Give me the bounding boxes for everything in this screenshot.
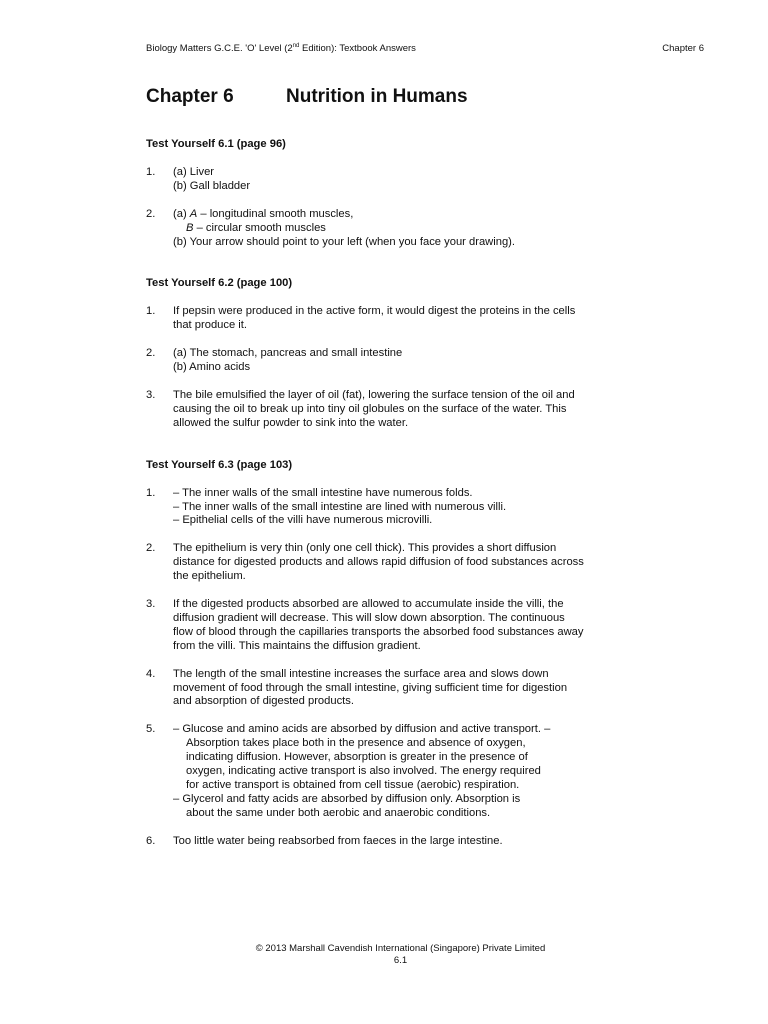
page-title — [146, 86, 468, 108]
list-item — [146, 542, 666, 584]
item-number: 1. — [146, 165, 156, 178]
item-number: 2. — [146, 542, 156, 555]
item-text: (a) The stomach, pancreas and small intestine (b) Amino acids — [173, 347, 403, 374]
list-item — [146, 723, 666, 820]
header-book-title: Biology Matters G.C.E. 'O' Level (2nd Edition): Textbook Answers — [146, 43, 416, 55]
item-text: The bile emulsified the layer of oil (fat), lowering the surface tension of the oil and causing the oil to break up into tiny oil globules on the surface of the water. This allowed the sulfur powder to sink into the water. — [173, 388, 575, 429]
list-item — [146, 598, 666, 654]
list-item — [146, 389, 666, 431]
section-heading: Test Yourself 6.3 (page 103) — [146, 458, 293, 471]
item-text: If pepsin were produced in the active form, it would digest the proteins in the cells that produce it. — [173, 305, 576, 332]
item-text: (a) A – longitudinal smooth muscles, B – circular smooth muscles (b) Your arrow should point to your left (when you face your drawing). — [173, 207, 516, 248]
item-text: – The inner walls of the small intestine have numerous folds. – The inner walls of the small intestine are lined with numerous villi. – Epithelial cells of the villi have numerous microvilli. — [173, 486, 507, 527]
list-item — [146, 668, 666, 710]
item-number: 1. — [146, 305, 156, 318]
item-number: 3. — [146, 388, 156, 401]
item-number: 5. — [146, 723, 156, 736]
list-item — [146, 208, 666, 250]
item-text: (a) Liver (b) Gall bladder — [173, 165, 251, 192]
chapter-number: Chapter 6 — [146, 86, 234, 107]
item-text: The length of the small intestine increases the surface area and slows down movement of food through the small intestine, giving sufficient time for digestion and absorption of digested products. — [173, 667, 568, 708]
item-text: – Glucose and amino acids are absorbed by diffusion and active transport. – Absorption takes place both in the presence and absence of oxygen, indicating diffusion. However, absorption is greater in the presence of oxygen, indicating active transport is also involved. The energy required for active transport is obtained from cell tissue (aerobic) respiration. – Glycerol and fatty acids are absorbed by diffusion only. Absorption is about the same under both aerobic and anaerobic conditions. — [173, 723, 551, 819]
list-item — [146, 835, 666, 849]
item-number: 1. — [146, 486, 156, 499]
item-number: 2. — [146, 347, 156, 360]
item-number: 2. — [146, 207, 156, 220]
list-item — [146, 305, 666, 333]
chapter-title: Nutrition in Humans — [286, 86, 468, 107]
section-heading: Test Yourself 6.1 (page 96) — [146, 138, 286, 150]
section-heading: Test Yourself 6.2 (page 100) — [146, 277, 293, 290]
answers-content — [146, 138, 666, 863]
list-item — [146, 347, 666, 375]
item-number: 3. — [146, 598, 156, 611]
page-footer — [0, 943, 768, 967]
list-item — [146, 487, 666, 529]
copyright-notice: © 2013 Marshall Cavendish International (Singapore) Private Limited — [255, 943, 546, 954]
running-header — [146, 43, 704, 54]
item-number: 4. — [146, 667, 156, 680]
item-text: Too little water being reabsorbed from faeces in the large intestine. — [173, 834, 503, 847]
item-text: The epithelium is very thin (only one cell thick). This provides a short diffusion distance for digested products and allows rapid diffusion of food substances across the epithelium. — [173, 542, 584, 583]
item-number: 6. — [146, 834, 156, 847]
page-number: 6.1 — [393, 955, 408, 966]
header-chapter: Chapter 6 — [662, 43, 704, 54]
list-item — [146, 166, 666, 194]
item-text: If the digested products absorbed are allowed to accumulate inside the villi, the diffusion gradient will decrease. This will slow down absorption. The continuous flow of blood through the capillaries transports the absorbed food substances away from the villi. This maintains the diffusion gradient. — [173, 598, 584, 652]
